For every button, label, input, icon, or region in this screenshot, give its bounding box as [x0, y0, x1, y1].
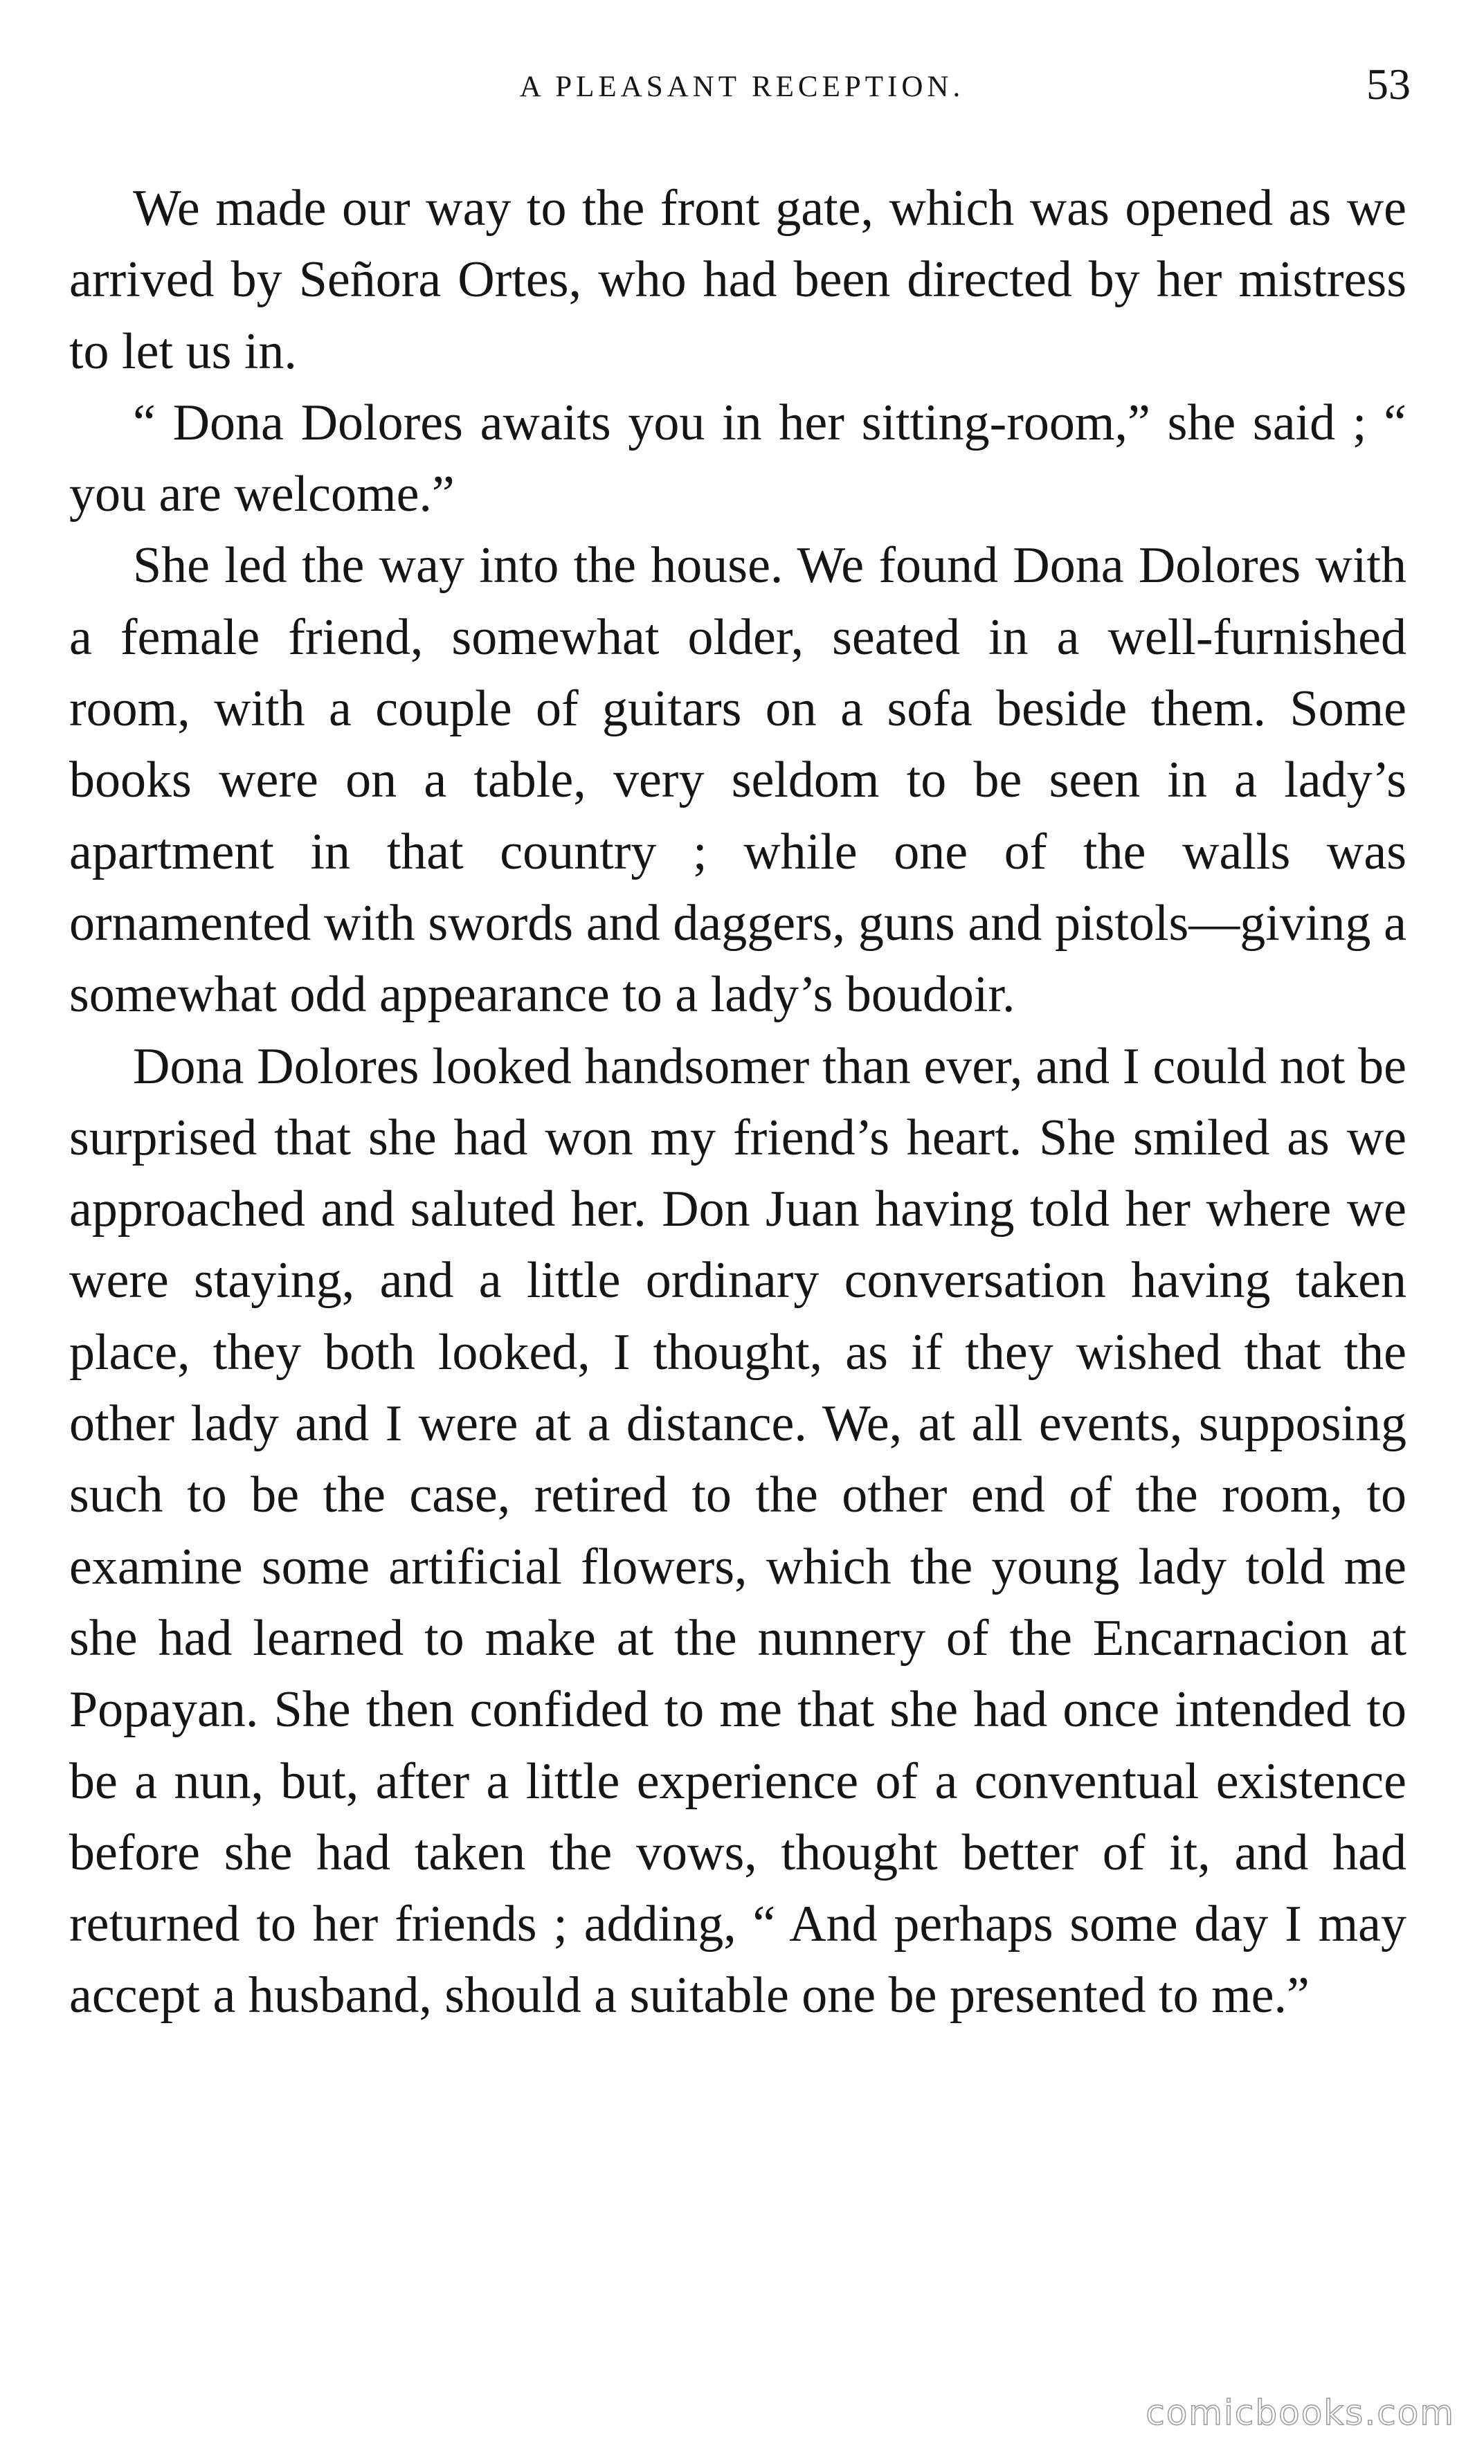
body-text	[69, 173, 1406, 2032]
watermark: comicbooks.com	[1146, 2393, 1455, 2433]
paragraph-3: She led the way into the house. We found Dona Dolores with a female friend, somewhat older, seated in a well-furnished room, with a couple of guitars on a sofa beside them. Some books were on a table, very seldom to be seen in a lady’s apartment in that country ; while one of the walls was ornamented with swords and daggers, guns and pistols—giving a somewhat odd appearance to a lady’s boudoir.	[69, 537, 1406, 1024]
page-number: 53	[1366, 60, 1411, 109]
paragraph-1: We made our way to the front gate, which was opened as we arrived by Señora Ortes, who had been directed by her mistress to let us in.	[69, 180, 1406, 380]
running-title: A PLEASANT RECEPTION.	[519, 71, 965, 103]
paragraph-2: “ Dona Dolores awaits you in her sitting-room,” she said ; “ you are welcome.”	[69, 394, 1406, 523]
paragraph-4: Dona Dolores looked handsomer than ever, and I could not be surprised that she had won my friend’s heart. She smiled as we approached and saluted her. Don Juan having told her where we were staying, and a little ordinary conversation having taken place, they both looked, I thought, as if they wished that the other lady and I were at a distance. We, at all events, supposing such to be the case, retired to the other end of the room, to examine some artificial flowers, which the young lady told me she had learned to make at the nunnery of the Encarnacion at Popayan. She then confided to me that she had once intended to be a nun, but, after a little experience of a conventual existence before she had taken the vows, thought better of it, and had returned to her friends ; adding, “ And perhaps some day I may accept a husband, should a suitable one be presented to me.”	[69, 1038, 1406, 2024]
running-head	[69, 62, 1415, 118]
